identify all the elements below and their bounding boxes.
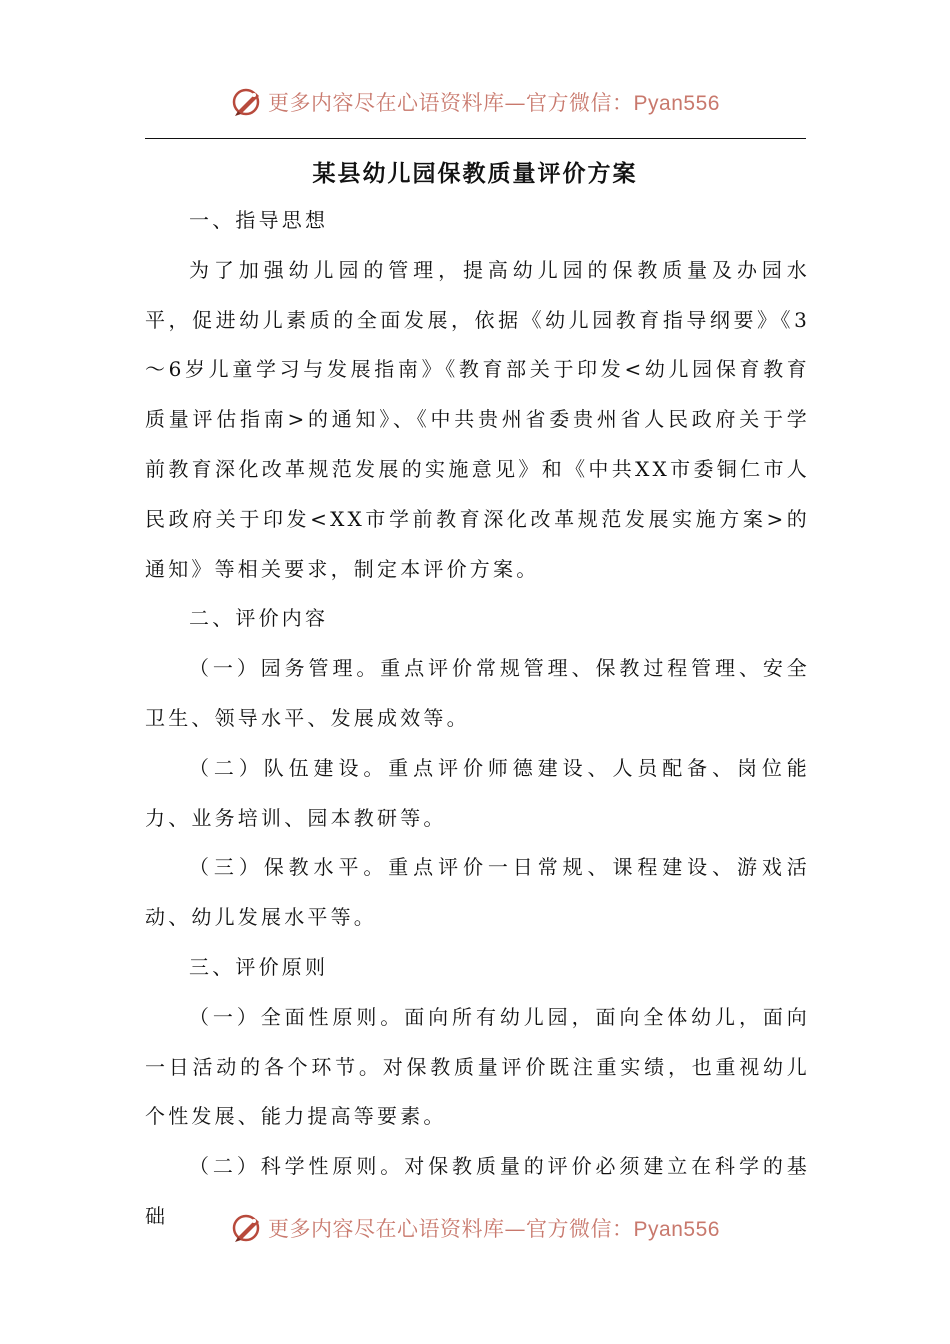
header-wechat-id: Pyan556 bbox=[633, 92, 720, 115]
paragraph: （二）科学性原则。对保教质量的评价必须建立在科学的基础 bbox=[145, 1154, 810, 1228]
pen-logo-icon bbox=[230, 85, 264, 119]
footer-banner-text: 更多内容尽在心语资料库—官方微信：Pyan556 bbox=[268, 1217, 720, 1241]
footer-banner bbox=[0, 1208, 950, 1248]
paragraph: 为了加强幼儿园的管理，提高幼儿园的保教质量及办园水平，促进幼儿素质的全面发展，依据《幼儿园教育指导纲要》《3～6岁儿童学习与发展指南》《教育部关于印发<幼儿园保育教育质量评估指南>的通知》、《中共贵州省委贵州省人民政府关于学前教育深化改革规范发展的实施意见》和《中共XX市委铜仁市人民政府关于印发<XX市学前教育深化改革规范发展实施方案>的通知》等相关要求，制定本评价方案。 bbox=[145, 257, 810, 581]
header-banner-text: 更多内容尽在心语资料库—官方微信：Pyan556 bbox=[268, 91, 720, 115]
pen-logo-icon bbox=[230, 1211, 264, 1245]
section-heading: 一、指导思想 bbox=[189, 208, 329, 232]
footer-wechat-id: Pyan556 bbox=[633, 1218, 720, 1241]
section-heading: 三、评价原则 bbox=[189, 954, 329, 979]
header-rule bbox=[145, 138, 806, 139]
paragraph: （一）园务管理。重点评价常规管理、保教过程管理、安全卫生、领导水平、发展成效等。 bbox=[145, 656, 810, 730]
section-heading: 二、评价内容 bbox=[189, 606, 329, 631]
paragraph: （二）队伍建设。重点评价师德建设、人员配备、岗位能力、业务培训、园本教研等。 bbox=[145, 755, 810, 830]
header-banner bbox=[0, 82, 950, 122]
document-title: 某县幼儿园保教质量评价方案 bbox=[312, 160, 638, 187]
paragraph: （一）全面性原则。面向所有幼儿园，面向全体幼儿，面向一日活动的各个环节。对保教质量评价既注重实绩，也重视幼儿个性发展、能力提高等要素。 bbox=[145, 1004, 810, 1129]
document-body bbox=[145, 196, 810, 1242]
paragraph: （三）保教水平。重点评价一日常规、课程建设、游戏活动、幼儿发展水平等。 bbox=[145, 855, 810, 930]
